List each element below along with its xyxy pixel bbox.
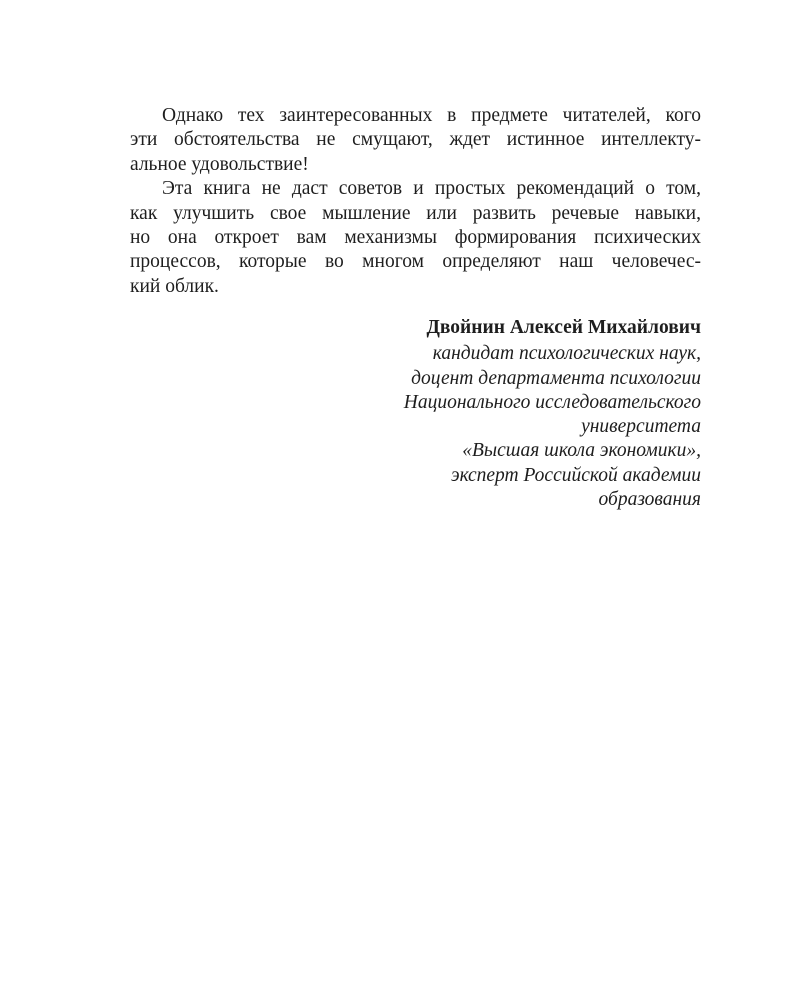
paragraph-1-line-1: Однако тех заинтересованных в предмете читателей, кого bbox=[162, 105, 701, 126]
paragraph-2-line-3: но она откроет вам механизмы формирования психических bbox=[130, 227, 701, 249]
paragraph-1-line-3: альное удовольствие! bbox=[130, 153, 309, 175]
paragraph-1-line-2: эти обстоятельства не смущают, ждет истинное интеллекту- bbox=[130, 129, 701, 151]
author-title-line: образования bbox=[598, 489, 701, 511]
author-name: Двойнин Алексей Михайлович bbox=[426, 317, 701, 339]
paragraph-2-line-4: процессов, которые во многом определяют наш человечес- bbox=[130, 251, 701, 273]
author-title-line: Национального исследовательского bbox=[403, 391, 701, 413]
author-title-line: кандидат психологических наук, bbox=[432, 343, 701, 365]
author-signature bbox=[130, 315, 701, 512]
paragraph-2-line-5: кий облик. bbox=[130, 275, 219, 297]
author-title-line: университета bbox=[581, 416, 701, 438]
paragraph-2-line-1: Эта книга не даст советов и простых рекомендаций о том, bbox=[162, 178, 701, 200]
paragraph-2 bbox=[130, 177, 701, 299]
book-page bbox=[130, 104, 701, 512]
paragraph-1 bbox=[130, 104, 701, 177]
author-title-line: эксперт Российской академии bbox=[450, 464, 701, 486]
paragraph-2-line-2: как улучшить свое мышление или развить речевые навыки, bbox=[130, 202, 701, 224]
author-title-line: доцент департамента психологии bbox=[411, 367, 701, 389]
author-title-line: «Высшая школа экономики», bbox=[462, 440, 701, 462]
